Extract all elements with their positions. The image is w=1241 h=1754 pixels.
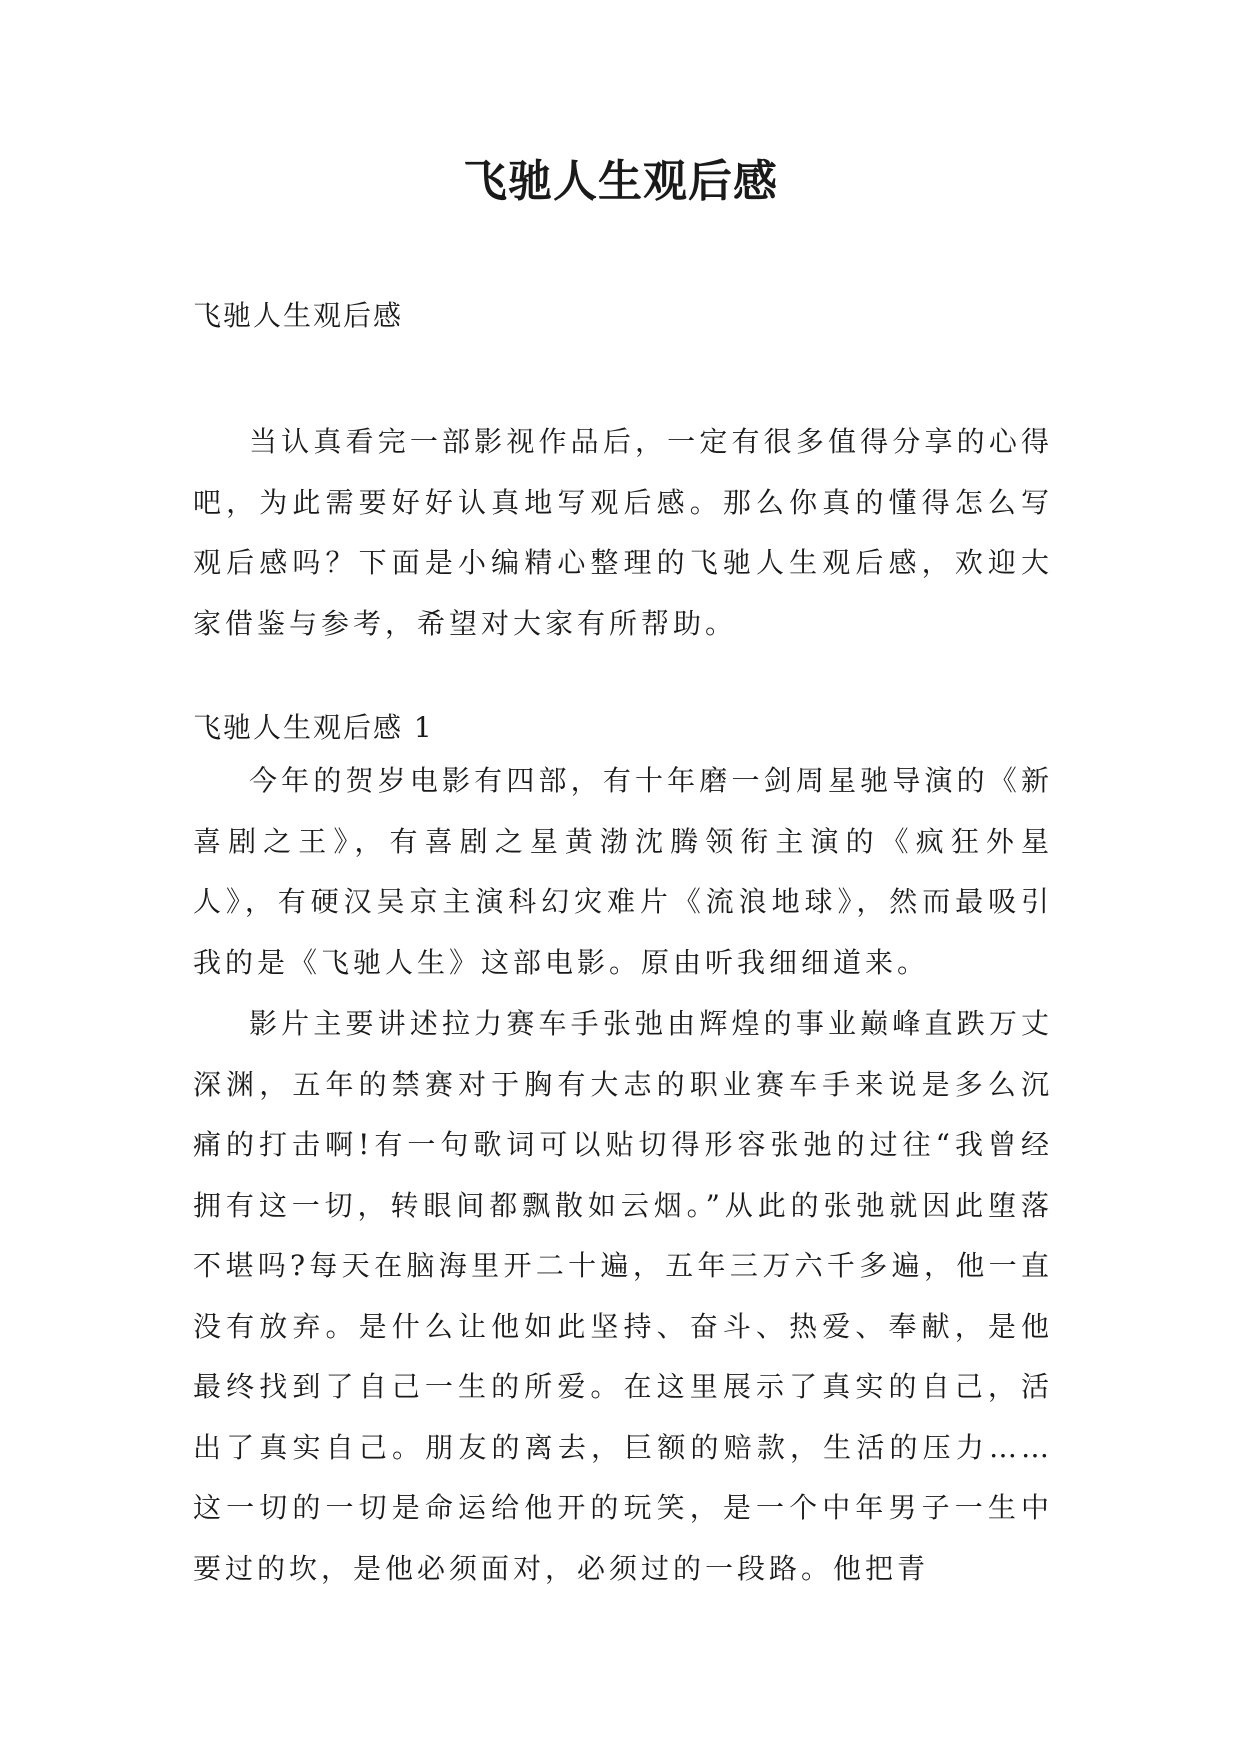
body-paragraph-2: 影片主要讲述拉力赛车手张弛由辉煌的事业巅峰直跌万丈深渊，五年的禁赛对于胸有大志的职业赛车手来说是多么沉痛的打击啊!有一句歌词可以贴切得形容张弛的过往“我曾经拥有这一切，转眼间都飘散如云烟。”从此的张弛就因此堕落不堪吗?每天在脑海里开二十遍，五年三万六千多遍，他一直没有放弃。是什么让他如此坚持、奋斗、热爱、奉献，是他最终找到了自己一生的所爱。在这里展示了真实的自己，活出了真实自己。朋友的离去，巨额的赔款，生活的压力……这一切的一切是命运给他开的玩笑，是一个中年男子一生中要过的坎，是他必须面对，必须过的一段路。他把青: [193, 1007, 1053, 1585]
document-title: 飞驰人生观后感: [463, 156, 778, 207]
body-paragraph-1: 今年的贺岁电影有四部，有十年磨一剑周星驰导演的《新喜剧之王》，有喜剧之星黄渤沈腾领衔主演的《疯狂外星人》，有硬汉吴京主演科幻灾难片《流浪地球》，然而最吸引我的是《飞驰人生》这部电影。原由听我细细道来。: [193, 764, 1053, 979]
document-subtitle: 飞驰人生观后感: [193, 299, 404, 332]
section-heading: 飞驰人生观后感 1: [193, 711, 434, 744]
intro-paragraph: 当认真看完一部影视作品后，一定有很多值得分享的心得吧，为此需要好好认真地写观后感。那么你真的懂得怎么写观后感吗？下面是小编精心整理的飞驰人生观后感，欢迎大家借鉴与参考，希望对大家有所帮助。: [193, 425, 1053, 640]
